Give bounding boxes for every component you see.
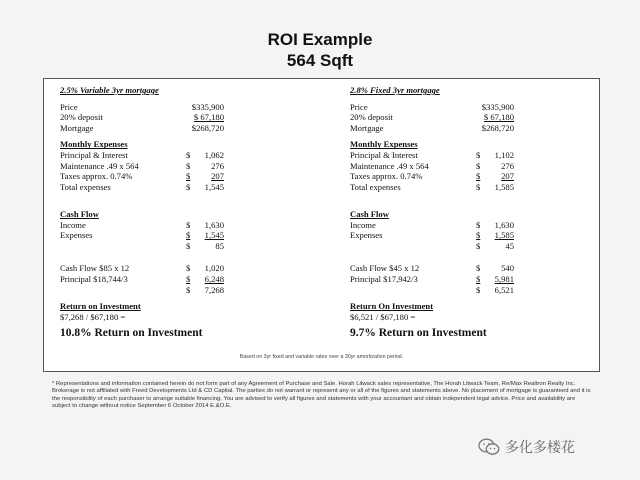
expense-row [60, 161, 310, 172]
expense-row [350, 150, 600, 161]
annual-label: Principal $18,744/3 [60, 273, 128, 284]
price-value: $ 67,180 [193, 112, 224, 123]
expense-row [350, 182, 600, 193]
currency-sign: $ [476, 263, 481, 274]
roi-card [43, 78, 600, 372]
annual-label: Cash Flow $85 x 12 [60, 263, 130, 274]
cashflow-label: Expenses [60, 230, 93, 241]
expense-row [350, 161, 600, 172]
wechat-icon [478, 438, 500, 456]
annual-label: Cash Flow $45 x 12 [350, 263, 420, 274]
cashflow-label: Income [60, 219, 86, 230]
expense-label: Maintenance .49 x 564 [60, 160, 139, 171]
cashflow-value: 45 [505, 240, 514, 251]
expense-label: Total expenses [60, 181, 111, 192]
price-label: Mortgage [350, 122, 384, 133]
annual-value: 540 [501, 263, 514, 274]
currency-sign: $ [476, 181, 481, 192]
price-row [60, 112, 310, 123]
cashflow-value: 85 [215, 240, 224, 251]
currency-sign: $ [476, 160, 481, 171]
annual-row [350, 274, 600, 285]
annual-value: 6,248 [204, 273, 224, 284]
expense-value: 1,062 [204, 149, 224, 160]
expense-row [60, 171, 310, 182]
currency-sign: $ [186, 219, 191, 230]
page-title: ROI Example [267, 30, 373, 49]
currency-sign: $ [186, 171, 191, 182]
expenses-title: Monthly Expenses [60, 139, 128, 150]
expense-value: 1,102 [494, 149, 514, 160]
cashflow-value: 1,585 [494, 230, 514, 241]
currency-sign: $ [476, 219, 481, 230]
expense-label: Taxes approx. 0.74% [60, 171, 133, 182]
cashflow-title: Cash Flow [350, 208, 389, 219]
cashflow-value: 1,630 [204, 219, 224, 230]
footnote: Based on 3yr fixed and variable rates over a 30yr amortization period. [239, 354, 404, 360]
currency-sign: $ [186, 273, 191, 284]
cashflow-value: 1,545 [204, 230, 224, 241]
annual-row [60, 285, 310, 296]
price-label: Price [60, 101, 78, 112]
spacer [60, 192, 310, 203]
expense-value: 207 [211, 171, 224, 182]
annual-value: 5,981 [494, 273, 514, 284]
expense-value: 276 [211, 160, 224, 171]
expense-row [60, 150, 310, 161]
annual-row [350, 263, 600, 274]
cashflow-label: Income [350, 219, 376, 230]
price-row [350, 102, 600, 113]
price-value: $268,720 [191, 122, 224, 133]
annual-row [60, 274, 310, 285]
expense-value: 276 [501, 160, 514, 171]
roi-title: Return on Investment [60, 301, 141, 312]
annual-value: 1,020 [204, 263, 224, 274]
cashflow-row [60, 230, 310, 241]
mortgage-heading: 2.8% Fixed 3yr mortgage [350, 85, 440, 95]
expense-row [350, 171, 600, 182]
currency-sign: $ [186, 284, 191, 295]
roi-result: 9.7% Return on Investment [350, 327, 487, 340]
expense-value: 1,585 [494, 181, 514, 192]
roi-title: Return On Investment [350, 301, 434, 312]
disclaimer: * Representations and information contained herein do not form part of any Agreement of Purchase and Sale. Horah Litwack sales representative, The Horah Litwack Team, Re/Max Realtron Realty Inc. Brokerage is not affiliated with Freed Developments Ltd & CD Capital. The parties do not warrant or represent any or all of the figures and statements above. No placement of mortgage is guaranteed and it is the responsibility of each purchaser to arrange suitable financing. You are advised to verify all figures and statements with your accountant and obtain independent legal advice. Price and availability are subject to change without notice September 6 October 2014 E.&O.E. [52, 381, 591, 410]
roi-calculation: $6,521 / $67,180 = [350, 311, 416, 322]
price-label: 20% deposit [350, 112, 393, 123]
cashflow-row [350, 230, 600, 241]
currency-sign: $ [476, 149, 481, 160]
fixed-mortgage-column [350, 85, 600, 339]
expense-label: Principal & Interest [60, 149, 128, 160]
price-row [60, 123, 310, 134]
currency-sign: $ [186, 263, 191, 274]
annual-row [60, 263, 310, 274]
cashflow-value: 1,630 [494, 219, 514, 230]
expense-row [60, 182, 310, 193]
watermark-text: 多化多楼花 [505, 440, 575, 456]
cashflow-title: Cash Flow [60, 208, 99, 219]
price-value: $268,720 [481, 122, 514, 133]
expense-label: Total expenses [350, 181, 401, 192]
price-label: Price [350, 101, 368, 112]
currency-sign: $ [476, 284, 481, 295]
cashflow-row [60, 220, 310, 231]
currency-sign: $ [186, 160, 191, 171]
roi-result: 10.8% Return on Investment [60, 327, 203, 340]
currency-sign: $ [186, 240, 191, 251]
expense-label: Taxes approx. 0.74% [350, 171, 423, 182]
currency-sign: $ [186, 181, 191, 192]
watermark [478, 437, 575, 457]
price-label: Mortgage [60, 122, 94, 133]
price-value: $ 67,180 [483, 112, 514, 123]
annual-value: 7,268 [204, 284, 224, 295]
expenses-title: Monthly Expenses [350, 139, 418, 150]
price-value: $335,900 [481, 101, 514, 112]
cashflow-row [350, 220, 600, 231]
cashflow-row [350, 241, 600, 252]
variable-mortgage-column [60, 85, 310, 339]
currency-sign: $ [476, 240, 481, 251]
annual-row [350, 285, 600, 296]
price-label: 20% deposit [60, 112, 103, 123]
spacer [350, 192, 600, 203]
currency-sign: $ [476, 273, 481, 284]
annual-label: Principal $17,942/3 [350, 273, 418, 284]
cashflow-label: Expenses [350, 230, 383, 241]
currency-sign: $ [476, 230, 481, 241]
currency-sign: $ [476, 171, 481, 182]
expense-value: 1,545 [204, 181, 224, 192]
currency-sign: $ [186, 149, 191, 160]
price-row [350, 123, 600, 134]
annual-value: 6,521 [494, 284, 514, 295]
roi-calculation: $7,268 / $67,180 = [60, 311, 126, 322]
price-row [60, 102, 310, 113]
mortgage-heading: 2.5% Variable 3yr mortgage [60, 85, 159, 95]
price-value: $335,900 [191, 101, 224, 112]
cashflow-row [60, 241, 310, 252]
expense-label: Principal & Interest [350, 149, 418, 160]
expense-label: Maintenance .49 x 564 [350, 160, 429, 171]
page-subtitle: 564 Sqft [286, 51, 354, 70]
price-row [350, 112, 600, 123]
currency-sign: $ [186, 230, 191, 241]
expense-value: 207 [501, 171, 514, 182]
